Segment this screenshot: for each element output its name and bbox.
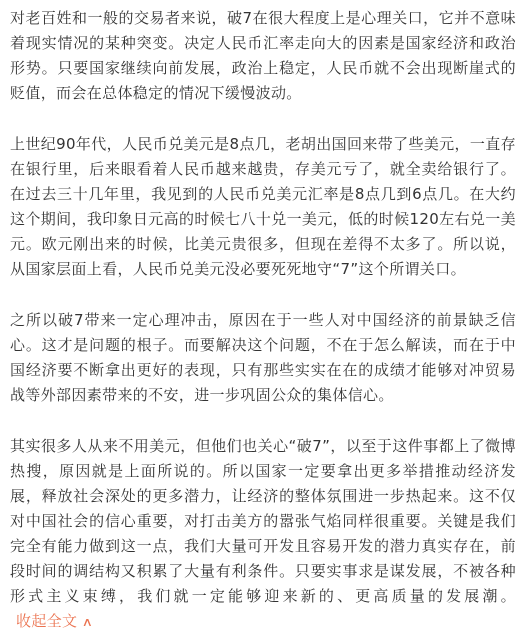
article-paragraph-3: 之所以破7带来一定心理冲击，原因在于一些人对中国经济的前景缺乏信心。这才是问题的根子。而要解决这个问题，不在于怎么解读，而在于中国经济要不断拿出更好的表现，只有那些实实在在的成绩才能够对冲贸易战等外部因素带来的不安，进一步巩固公众的集体信心。 bbox=[10, 311, 516, 404]
collapse-full-text-button[interactable] bbox=[16, 612, 93, 630]
article-paragraph-4-text: 其实很多人从来不用美元，但他们也关心“破7”，以至于这件事都上了微博热搜，原因就是上面所说的。所以国家一定要拿出更多举措推动经济发展，释放社会深处的更多潜力，让经济的整体氛围进一步热起来。这不仅对中国社会的信心重要，对打击美方的嚣张气焰同样很重要。关键是我们完全有能力做到这一点，我们大量可开发且容易开发的潜力真实存在，前段时间的调结构又积累了大量有利条件。只要实事求是谋发展，不被各种形式主义束缚，我们就一定能够迎来新的、更高质量的发展潮。 bbox=[10, 437, 516, 605]
collapse-label: 收起全文 bbox=[16, 612, 78, 630]
article-paragraph-4 bbox=[10, 434, 516, 635]
article-paragraph-1: 对老百姓和一般的交易者来说，破7在很大程度上是心理关口，它并不意味着现实情况的某种突变。决定人民币汇率走向大的因素是国家经济和政治形势。只要国家继续向前发展，政治上稳定，人民币就不会出现断崖式的贬值，而会在总体稳定的情况下缓慢波动。 bbox=[10, 9, 516, 102]
chevron-up-icon: ∧ bbox=[82, 615, 94, 629]
article-paragraph-2: 上世纪90年代，人民币兑美元是8点几，老胡出国回来带了些美元，一直存在银行里，后来眼看着人民币越来越贵，存美元亏了，就全卖给银行了。在过去三十几年里，我见到的人民币兑美元汇率是8点几到6点几。在大约这个期间，我印象日元高的时候七八十兑一美元，低的时候120左右兑一美元。欧元刚出来的时候，比美元贵很多，但现在差得不太多了。所以说，从国家层面上看，人民币兑美元没必要死死地守“7”这个所谓关口。 bbox=[10, 135, 516, 278]
